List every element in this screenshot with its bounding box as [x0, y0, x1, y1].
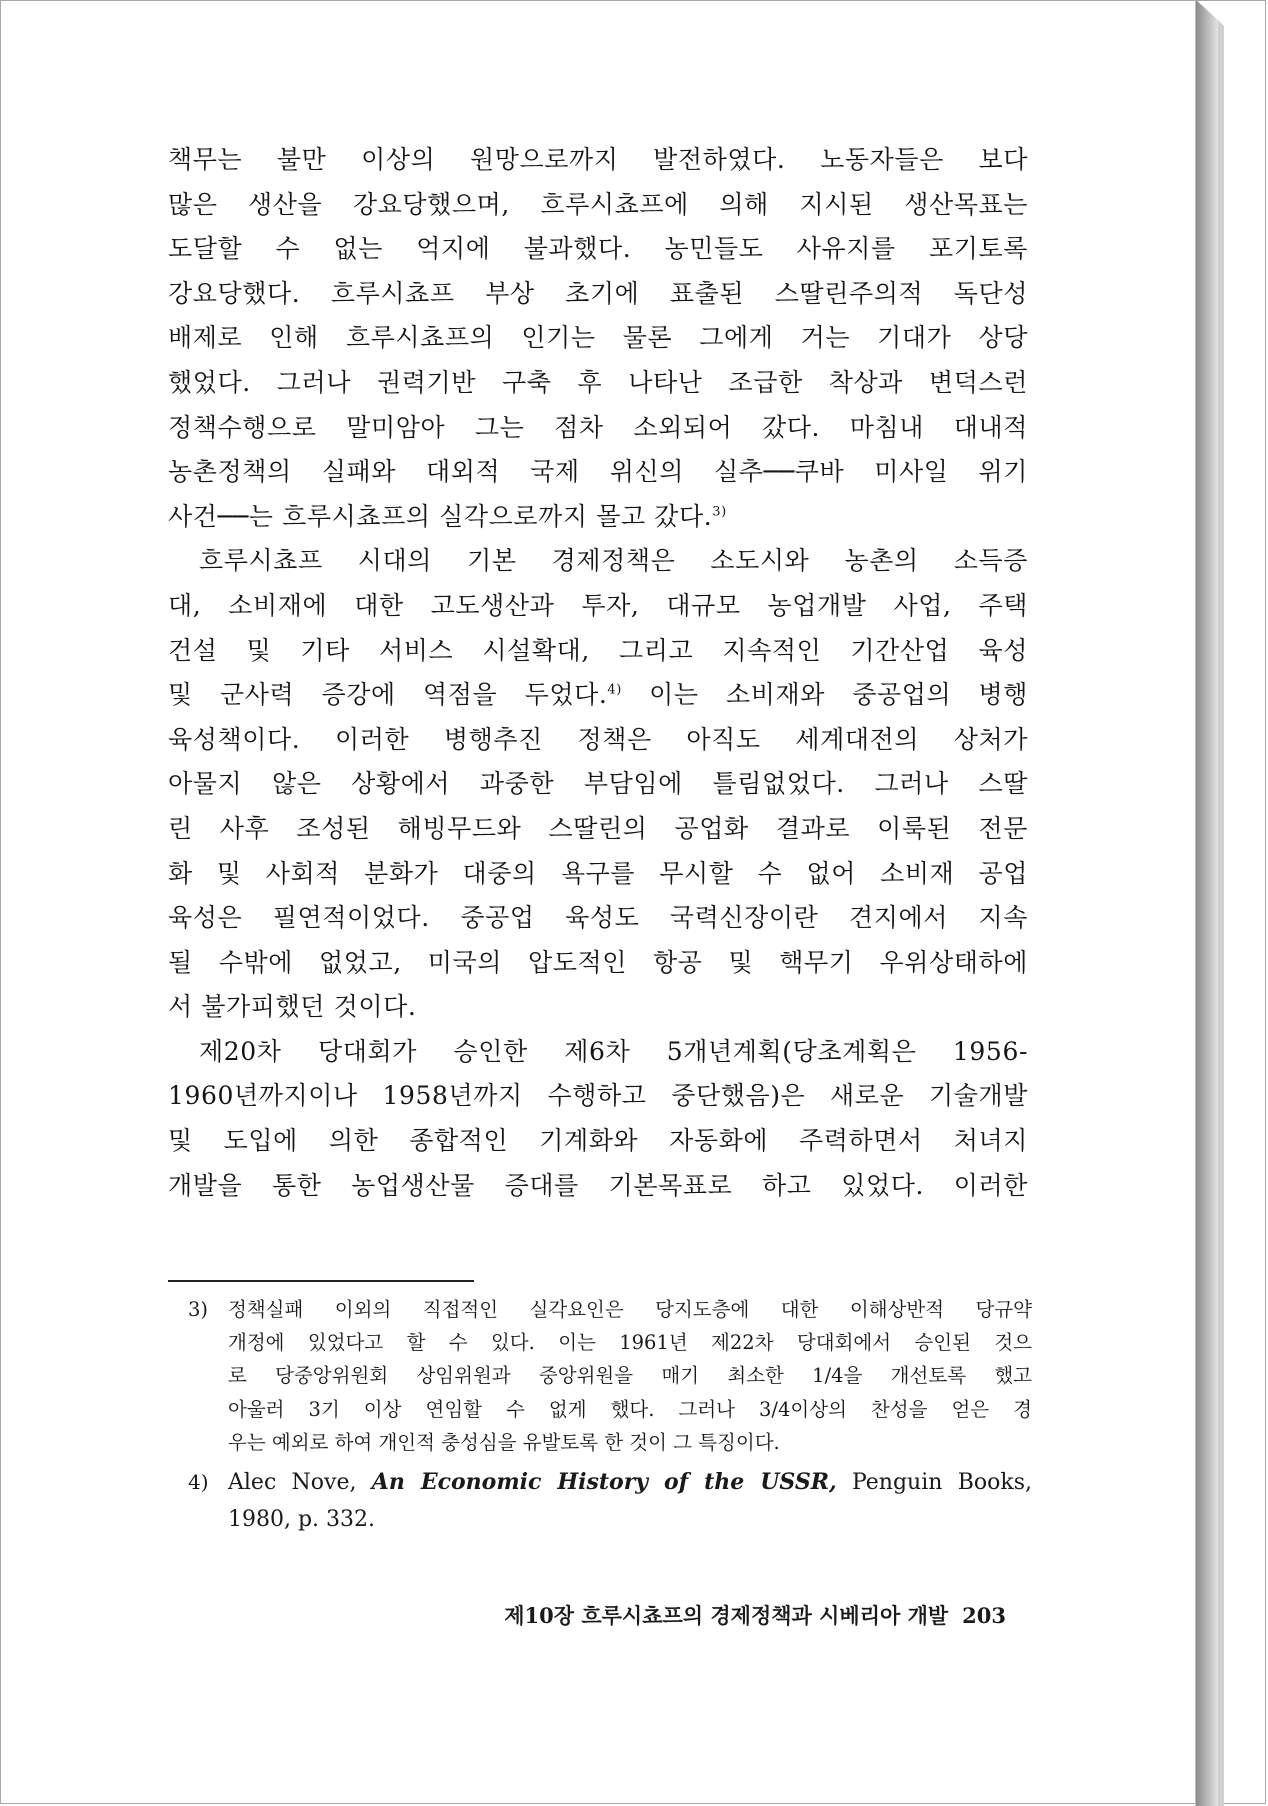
text-line: 육성은 필연적이었다. 중공업 육성도 국력신장이란 견지에서 지속 — [168, 903, 1028, 933]
text-line: 정책수행으로 말미암아 그는 점차 소외되어 갔다. 마침내 대내적 — [168, 412, 1028, 442]
footnote-line: 정책실패 이외의 직접적인 실각요인은 당지도층에 대한 이해상반적 당규약 — [228, 1298, 1032, 1321]
text-line: 될 수밖에 없었고, 미국의 압도적인 항공 및 핵무기 우위상태하에 — [168, 947, 1028, 977]
page-curl-shadow — [1196, 0, 1268, 1806]
footnote-number: 3) — [188, 1298, 209, 1321]
text-line: 개발을 통한 농업생산물 증대를 기본목표로 하고 있었다. 이러한 — [168, 1170, 1028, 1200]
running-footer — [406, 1600, 1006, 1630]
text-fragment: 사건──는 흐루시쵸프의 실각으로까지 몰고 갔다. — [168, 501, 713, 531]
text-line: 도달할 수 없는 억지에 불과했다. 농민들도 사유지를 포기토록 — [168, 234, 1028, 264]
text-line: 및 도입에 의한 종합적인 기계화와 자동화에 주력하면서 처녀지 — [168, 1126, 1028, 1156]
citation-title: An Economic History of the USSR, — [371, 1469, 837, 1496]
text-line: 농촌정책의 실패와 대외적 국제 위신의 실추──쿠바 미사일 위기 — [168, 457, 1028, 487]
chapter-title: 제10장 흐루시쵸프의 경제정책과 시베리아 개발 — [504, 1603, 949, 1628]
text-line: 린 사후 조성된 해빙무드와 스딸린의 공업화 결과로 이룩된 전문 — [168, 813, 1028, 843]
page-number: 203 — [962, 1603, 1006, 1628]
text-line: 흐루시쵸프 시대의 기본 경제정책은 소도시와 농촌의 소득증 — [199, 546, 1028, 576]
text-line-last — [168, 495, 1028, 540]
text-line — [168, 673, 1028, 718]
footnote-line: 로 당중앙위원회 상임위원과 중앙위원을 매기 최소한 1/4을 개선토록 했고 — [228, 1364, 1032, 1388]
text-line: 대, 소비재에 대한 고도생산과 투자, 대규모 농업개발 사업, 주택 — [168, 590, 1028, 620]
citation-line — [228, 1464, 1032, 1501]
footnote-line: 아울러 3기 이상 연임할 수 없게 했다. 그러나 3/4이상의 찬성을 얻은 경 — [228, 1397, 1032, 1421]
citation-author: Alec Nove, — [228, 1470, 372, 1496]
footnote-line: 우는 예외로 하여 개인적 충성심을 유발토록 한 것이 그 특징이다. — [228, 1430, 780, 1454]
text-line: 했었다. 그러나 권력기반 구축 후 나타난 조급한 착상과 변덕스런 — [168, 367, 1028, 397]
text-line: 책무는 불만 이상의 원망으로까지 발전하였다. 노동자들은 보다 — [168, 145, 1028, 174]
paragraph-2 — [168, 539, 1028, 1030]
text-line: 건설 및 기타 서비스 시설확대, 그리고 지속적인 기간산업 육성 — [168, 635, 1028, 665]
text-line: 많은 생산을 강요당했으며, 흐루시쵸프에 의해 지시된 생산목표는 — [168, 189, 1028, 219]
footnote-ref-4[interactable]: 4) — [607, 682, 622, 698]
citation-publisher: Penguin Books, — [836, 1470, 1032, 1496]
footnote-3 — [188, 1293, 1032, 1459]
footnote-4 — [188, 1464, 1032, 1538]
citation-line: 1980, p. 332. — [228, 1507, 376, 1533]
paragraph-3 — [168, 1030, 1028, 1208]
text-fragment: 이는 소비재와 중공업의 병행 — [621, 680, 1028, 710]
text-line: 아물지 않은 상황에서 과중한 부담임에 틀림없었다. 그러나 스딸 — [168, 769, 1028, 799]
text-line: 육성책이다. 이러한 병행추진 정책은 아직도 세계대전의 상처가 — [168, 724, 1028, 754]
footnote-ref-3[interactable]: 3) — [712, 504, 727, 520]
body-text — [168, 138, 1028, 1208]
footnote-number: 4) — [188, 1470, 209, 1495]
text-line: 1960년까지이나 1958년까지 수행하고 중단했음)은 새로운 기술개발 — [168, 1081, 1028, 1111]
footnote-separator — [168, 1280, 474, 1282]
text-line: 강요당했다. 흐루시쵸프 부상 초기에 표출된 스딸린주의적 독단성 — [168, 278, 1028, 308]
text-fragment: 및 군사력 증강에 역점을 두었다. — [168, 680, 608, 710]
footnotes — [188, 1293, 1032, 1543]
text-line: 배제로 인해 흐루시쵸프의 인기는 물론 그에게 거는 기대가 상당 — [168, 323, 1028, 353]
text-line: 제20차 당대회가 승인한 제6차 5개년계획(당초계획은 1956- — [199, 1036, 1028, 1066]
footnote-line: 개정에 있었다고 할 수 있다. 이는 1961년 제22차 당대회에서 승인된 것으 — [228, 1331, 1032, 1355]
text-line: 화 및 사회적 분화가 대중의 욕구를 무시할 수 없어 소비재 공업 — [168, 858, 1028, 888]
paragraph-1 — [168, 138, 1028, 539]
text-line-last: 서 불가피했던 것이다. — [168, 992, 417, 1022]
